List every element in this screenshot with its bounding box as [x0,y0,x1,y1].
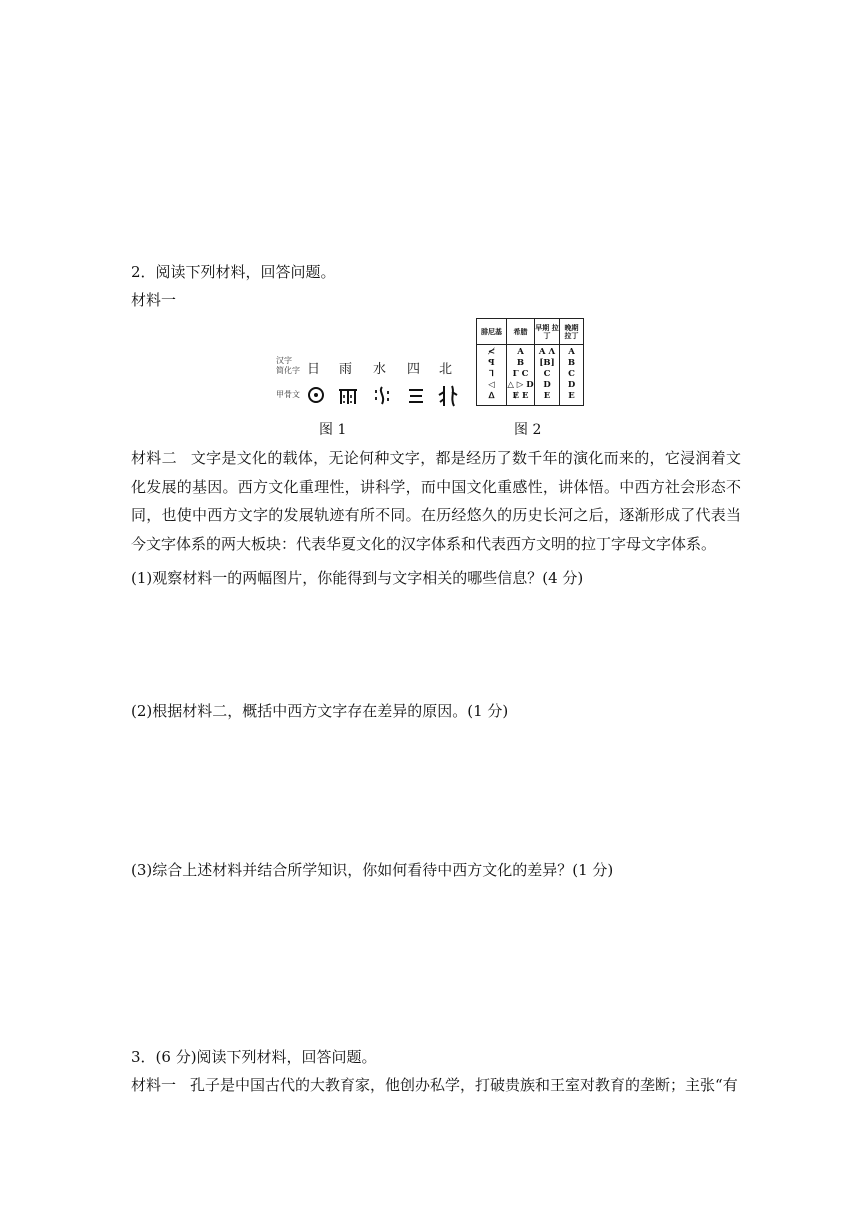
char-yu: 雨 [339,362,353,377]
q3-heading: 3．(6 分)阅读下列材料，回答问题。 [131,1048,377,1066]
q2-subquestion-3: (3)综合上述材料并结合所学知识，你如何看待中西方文化的差异？(1 分) [131,861,614,879]
simplified-row-label: 汉字 简化字 [276,356,300,375]
q3-material1 [131,1075,738,1095]
q2-material2-text: 文字是文化的载体，无论何种文字，都是经历了数千年的演化而来的，它浸润着文化发展的基因。西方文化重理性，讲科学，而中国文化重感性，讲体悟。中西方社会形态不同，也使中西方文字的发展轨迹有所不同。在历经悠久的历史长河之后，逐渐形成了代表当今文字体系的两大板块：代表华夏文化的汉字体系和代表西方文明的拉丁字母文字体系。 [131,449,741,553]
q2-material2 [131,444,741,558]
col-greek: 希腊 A B Γ C △ ▷ D Ɇ E [507,319,535,405]
col-early-latin: 早期 拉丁 A Λ [B] C D E [535,319,560,405]
q2-material1-label: 材料一 [131,291,177,309]
oracle-yu-glyph [337,382,359,410]
q2-subquestion-2: (2)根据材料二，概括中西方文字存在差异的原因。(1 分) [131,702,509,720]
char-ri: 日 [307,362,321,377]
figure-2-caption: 图 2 [514,422,542,438]
q2-material2-label: 材料二 [131,449,177,467]
oracle-row-label: 甲骨文 [276,390,300,399]
col-late-latin: 晚期 拉丁 A B C D E [560,319,583,405]
figure-2-table [476,318,584,406]
col-phoenician: 腓尼基 ≮ ꟼ ꓶ ◁ ᐃ [477,319,507,405]
q3-material1-label: 材料一 [131,1076,177,1094]
figure-1 [276,352,466,412]
figure-1-caption: 图 1 [319,422,347,438]
q2-subquestion-1: (1)观察材料一的两幅图片，你能得到与文字相关的哪些信息？(4 分) [131,569,584,587]
oracle-bei-glyph [437,382,459,410]
q2-heading: 2．阅读下列材料，回答问题。 [131,263,336,281]
char-bei: 北 [439,362,453,377]
oracle-si-glyph [405,382,427,410]
char-shui: 水 [373,362,387,377]
char-si: 四 [407,362,421,377]
oracle-ri-glyph [305,382,327,410]
oracle-shui-glyph [371,382,393,410]
q3-material1-text: 孔子是中国古代的大教育家，他创办私学，打破贵族和王室对教育的垄断；主张“有 [190,1076,738,1094]
